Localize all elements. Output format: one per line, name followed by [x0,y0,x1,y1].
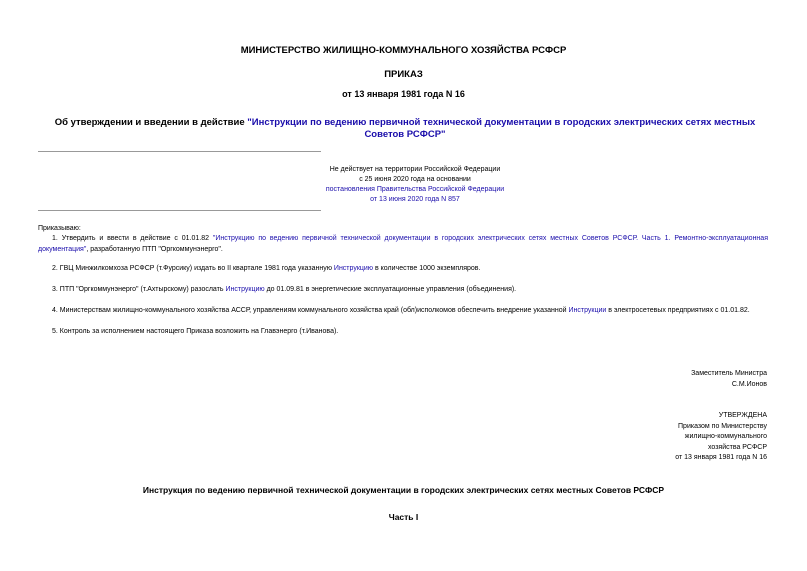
paragraph-4 [38,306,768,317]
government-decree-date-link[interactable]: от 13 июня 2020 года N 857 [370,196,460,203]
title-prefix: Об утверждении и введении в действие [54,117,248,128]
approval-line-3: жилищно-коммунального [684,433,767,440]
document-type: ПРИКАЗ [384,69,423,80]
status-line-2: с 25 июня 2020 года на основании [359,176,471,183]
p1-text-b: , разработанную ПТП "Оргкоммунэнерго". [86,245,223,253]
instruction-title: Инструкция по ведению первичной технической документации в городских электрических сетях местных Советов РСФСР [142,485,665,495]
ministry-heading: МИНИСТЕРСТВО ЖИЛИЩНО-КОММУНАЛЬНОГО ХОЗЯЙСТВА РСФСР [240,45,567,56]
paragraph-5: 5. Контроль за исполнением настоящего Приказа возложить на Главэнерго (т.Иванова). [52,328,339,335]
document-title [40,117,770,141]
paragraph-2 [38,264,768,275]
p4-text-a: 4. Министерствам жилищно-коммунального хозяйства АССР, управлениям коммунального хозяйства край (обл)исполкомов обеспечить внедрение указанной [52,307,569,314]
signer-position: Заместитель Министра [691,370,767,377]
p3-text-b: до 01.09.81 в энергетические эксплуатационные управления (объединения). [264,286,517,293]
paragraph-1 [38,234,768,255]
p3-instruction-link[interactable]: Инструкцию [225,286,265,293]
p1-text-a: 1. Утвердить и ввести в действие с 01.01.82 [52,235,213,242]
document-date-number: от 13 января 1981 года N 16 [342,89,465,99]
signer-name: С.М.Ионов [731,380,767,388]
status-line-1: Не действует на территории Российской Федерации [329,166,501,173]
order-intro: Приказываю: [38,225,81,232]
p3-text-a: 3. ПТП "Оргкоммунэнерго" (т.Ахтырскому) разослать [52,286,226,293]
p1-instruction-link[interactable]: "Инструкцию по ведению первичной технической документации в городских электрических сетях местных Советов РСФСР. Часть 1. Ремонтно-эксплуатационная документация" [38,235,768,253]
title-instruction-link[interactable]: "Инструкции по ведению первичной технической документации в городских электрических сетях местных Советов РСФСР" [247,117,756,140]
instruction-part-heading: Часть I [388,512,419,522]
divider-bottom [38,210,321,211]
signature-block [691,369,767,390]
status-note [280,165,550,205]
p4-instruction-link[interactable]: Инструкции [568,307,607,314]
p2-text-a: 2. ГВЦ Минжилкомхоза РСФСР (т.Фурсику) издать во II квартале 1981 года указанную [52,265,334,272]
approval-line-5: от 13 января 1981 года N 16 [675,454,767,461]
paragraph-3 [38,285,768,296]
approval-line-4: хозяйства РСФСР [707,443,767,451]
divider-top [38,151,321,152]
approval-line-1: УТВЕРЖДЕНА [718,412,767,419]
p4-text-b: в электросетевых предприятиях с 01.01.82. [606,307,750,314]
government-decree-link[interactable]: постановления Правительства Российской Федерации [325,186,505,193]
approval-line-2: Приказом по Министерству [678,422,767,430]
p2-text-b: в количестве 1000 экземпляров. [373,265,481,272]
approval-block [675,411,767,464]
p2-instruction-link[interactable]: Инструкцию [333,265,374,272]
